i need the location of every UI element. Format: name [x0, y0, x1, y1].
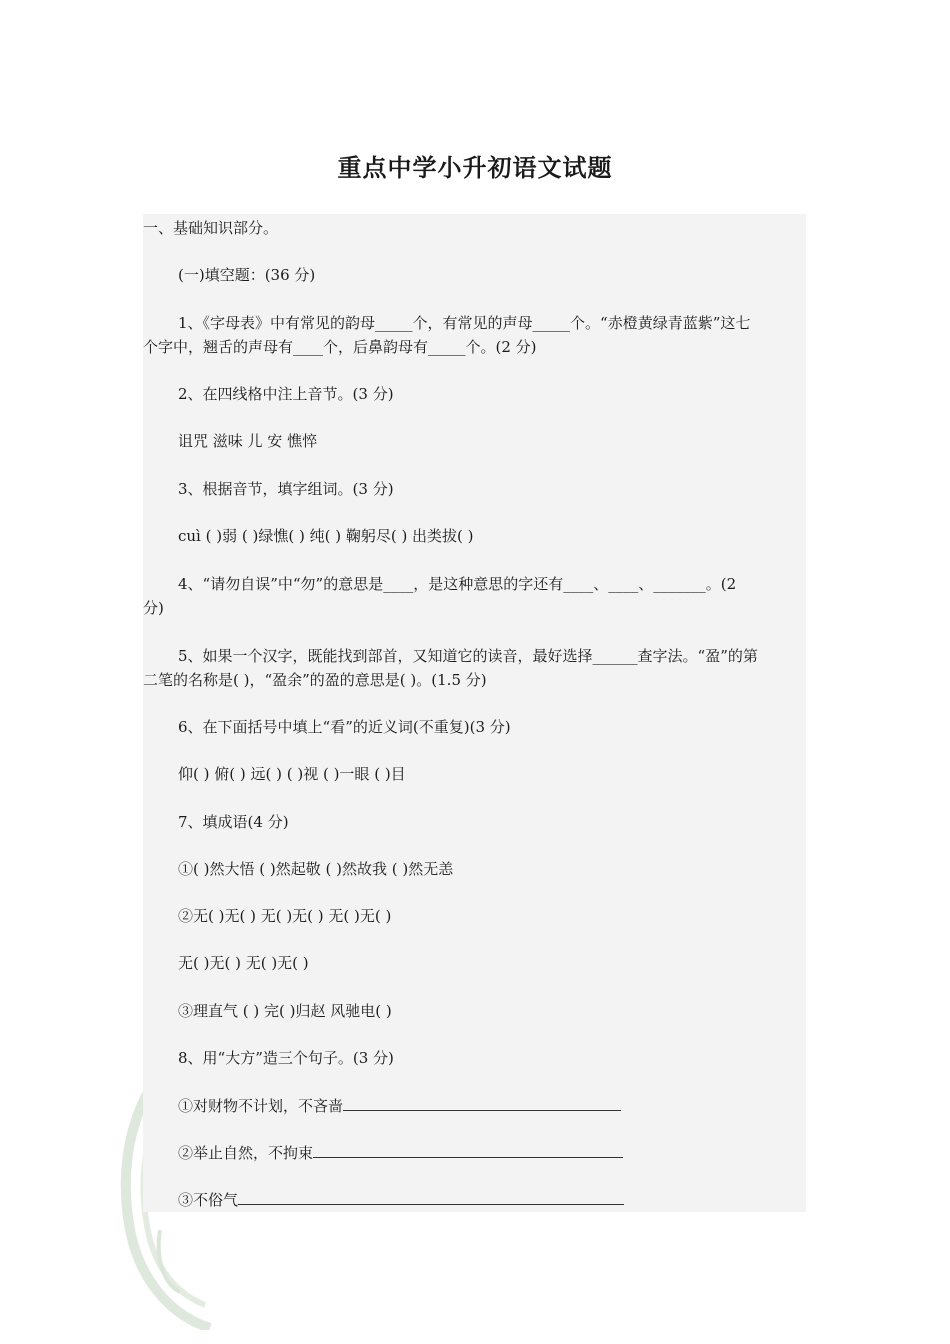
- question-8-item-3-label: ③不俗气: [178, 1191, 239, 1209]
- subsection-heading: (一)填空题：(36 分): [178, 266, 316, 284]
- question-6-items: 仰( ) 俯( ) 远( ) ( )视 ( )一眼 ( )目: [178, 765, 406, 783]
- question-8-item-3: [178, 1188, 624, 1212]
- question-8-item-1: [178, 1094, 621, 1118]
- question-body: [143, 214, 806, 1212]
- question-7-row-3: 无( )无( ) 无( )无( ): [178, 954, 309, 972]
- question-8-item-2-label: ②举止自然，不拘束: [178, 1144, 314, 1162]
- question-4-line-1: 4、“请勿自误”中“勿”的意思是____，是这种意思的字还有____、____、_______。(2: [178, 575, 737, 593]
- question-6-prompt: 6、在下面括号中填上“看”的近义词(不重复)(3 分): [178, 718, 511, 736]
- section-heading: 一、基础知识部分。: [143, 219, 279, 237]
- question-1-line-2: 个字中，翘舌的声母有____个，后鼻韵母有_____个。(2 分): [143, 338, 537, 356]
- answer-blank-3[interactable]: [238, 1188, 624, 1205]
- question-7-row-4: ③理直气 ( ) 完( )归赵 风驰电( ): [178, 1002, 392, 1020]
- question-8-prompt: 8、用“大方”造三个句子。(3 分): [178, 1049, 394, 1067]
- question-3-items: cuì ( )弱 ( )绿憔( ) 纯( ) 鞠躬尽( ) 出类拔( ): [178, 527, 474, 545]
- question-2-words: 诅咒 滋味 儿 安 憔悴: [178, 432, 318, 450]
- question-8-item-1-label: ①对财物不计划，不吝啬: [178, 1097, 344, 1115]
- question-5-line-2: 二笔的名称是( )，“盈余”的盈的意思是( )。(1.5 分): [143, 671, 487, 689]
- question-1-line-1: 1、《字母表》中有常见的韵母_____个，有常见的声母_____个。“赤橙黄绿青蓝紫”这七: [178, 314, 751, 332]
- question-3-prompt: 3、根据音节，填字组词。(3 分): [178, 480, 394, 498]
- question-7-row-1: ①( )然大悟 ( )然起敬 ( )然故我 ( )然无恙: [178, 860, 454, 878]
- question-5-line-1: 5、如果一个汉字，既能找到部首，又知道它的读音，最好选择______查字法。“盈”的第: [178, 647, 758, 665]
- document-title: 重点中学小升初语文试题: [337, 153, 613, 182]
- answer-blank-1[interactable]: [343, 1094, 621, 1111]
- question-4-line-2: 分): [143, 599, 164, 617]
- question-7-prompt: 7、填成语(4 分): [178, 813, 289, 831]
- answer-blank-2[interactable]: [313, 1141, 623, 1158]
- question-7-row-2: ②无( )无( ) 无( )无( ) 无( )无( ): [178, 907, 392, 925]
- question-2-prompt: 2、在四线格中注上音节。(3 分): [178, 385, 394, 403]
- question-8-item-2: [178, 1141, 623, 1165]
